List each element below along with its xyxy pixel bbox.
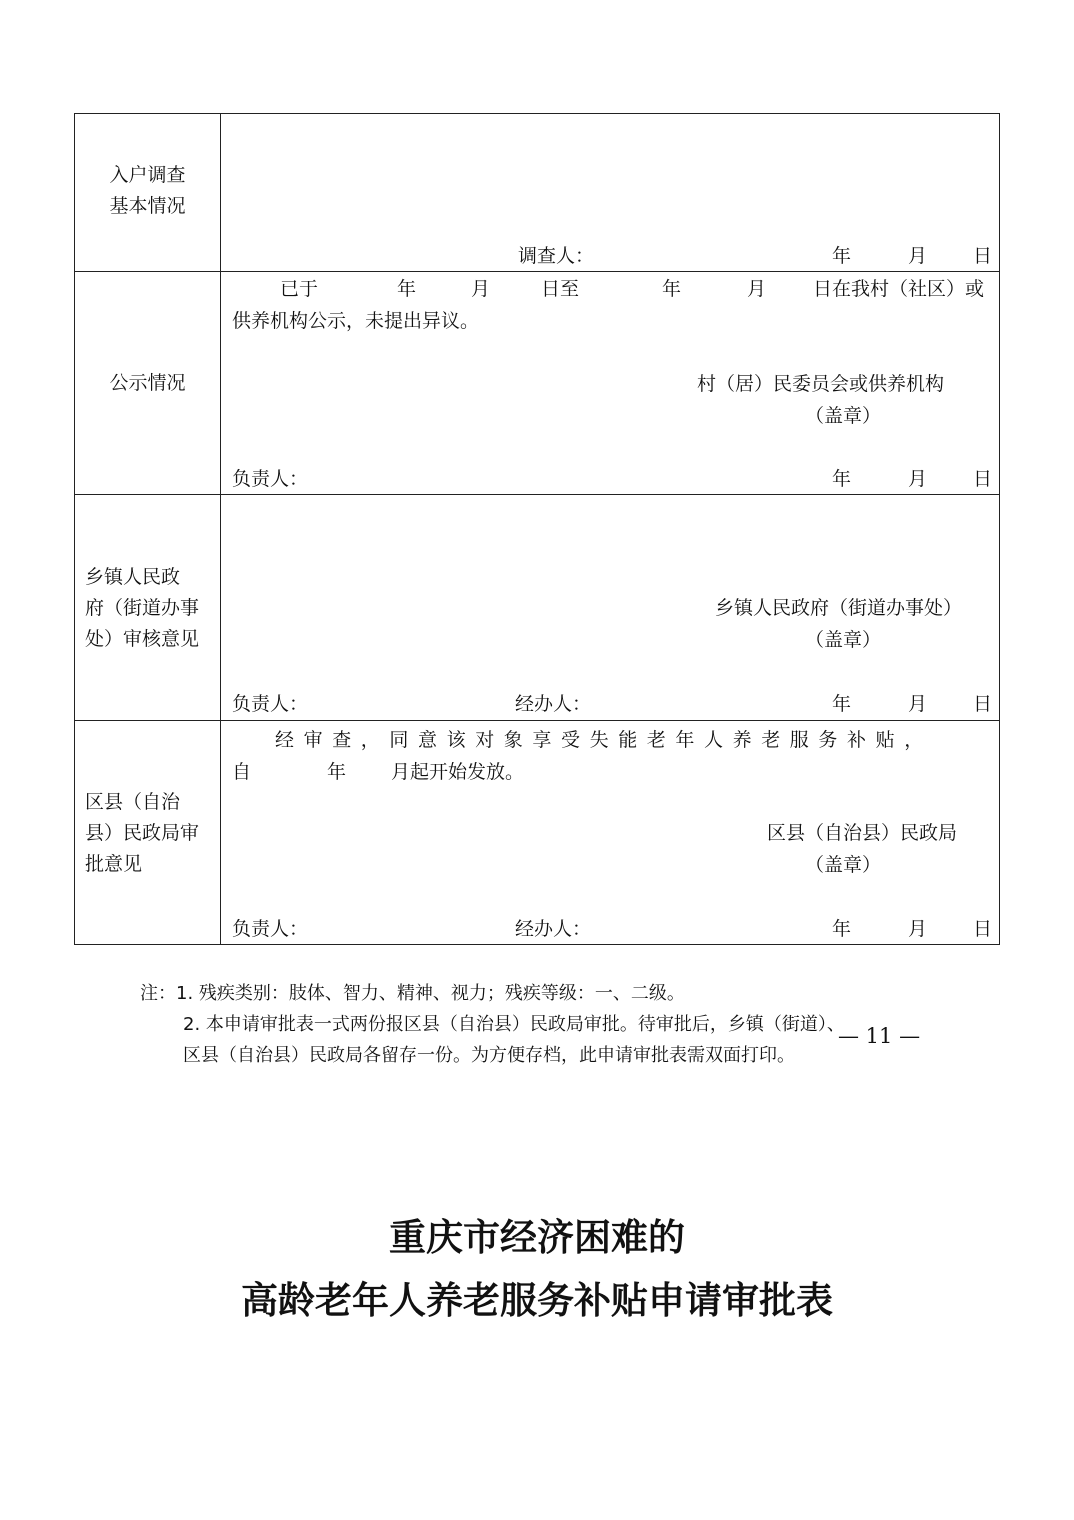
survey-month: 月 [908,245,928,267]
survey-row-label: 入户调查 基本情况 [109,164,186,217]
publicity-row-label: 公示情况 [109,372,186,394]
publicity-year-2: 年 [662,278,682,300]
publicity-org: 村（居）民委员会或供养机构 [697,373,945,395]
survey-year: 年 [832,245,852,267]
district-handler-label: 经办人： [515,918,592,940]
row-divider [75,494,999,495]
district-start-year: 年 [327,761,347,783]
district-year: 年 [832,918,852,940]
publicity-year: 年 [832,468,852,490]
row-divider [75,720,999,721]
district-month: 月 [908,918,928,940]
township-month: 月 [908,693,928,715]
district-day: 日 [973,918,993,940]
document-title-line-2: 高龄老年人养老服务补贴申请审批表 [241,1278,833,1322]
publicity-tail: 日在我村（社区）或 [813,278,985,300]
district-org: 区县（自治县）民政局 [767,822,958,844]
township-org: 乡镇人民政府（街道办事处） [715,597,963,619]
publicity-yu: 已于 [280,278,319,300]
district-head-label: 负责人： [232,918,309,940]
investigator-label: 调查人： [518,245,595,267]
district-zi: 自 [232,761,252,783]
township-head-label: 负责人： [232,693,309,715]
district-start-text: 月起开始发放。 [391,761,525,783]
publicity-month-2: 月 [747,278,767,300]
township-year: 年 [832,693,852,715]
column-divider [220,114,221,944]
township-row-label: 乡镇人民政 府（街道办事 处）审核意见 [85,566,200,650]
approval-form-table [74,113,1000,945]
publicity-month-1: 月 [471,278,491,300]
document-title-line-1: 重庆市经济困难的 [389,1215,685,1259]
row-divider [75,271,999,272]
publicity-seal: （盖章） [805,405,882,427]
page-number: — 11 — [838,1024,921,1048]
publicity-head-label: 负责人： [232,468,309,490]
note-line-1: 注：1. 残疾类别：肢体、智力、精神、视力；残疾等级：一、二级。 [140,983,685,1004]
publicity-day-to: 日至 [541,278,580,300]
district-seal: （盖章） [805,854,882,876]
publicity-year-1: 年 [397,278,417,300]
township-seal: （盖章） [805,629,882,651]
note-line-2: 2. 本申请审批表一式两份报区县（自治县）民政局审批。待审批后，乡镇（街道）、 [183,1014,845,1035]
township-day: 日 [973,693,993,715]
district-row-label: 区县（自治 县）民政局审 批意见 [85,791,200,875]
publicity-line-2: 供养机构公示，未提出异议。 [232,310,480,332]
township-handler-label: 经办人： [515,693,592,715]
publicity-month: 月 [908,468,928,490]
survey-day: 日 [973,245,993,267]
note-line-3: 区县（自治县）民政局各留存一份。为方便存档，此申请审批表需双面打印。 [183,1045,795,1066]
publicity-day: 日 [973,468,993,490]
district-approval-text: 经审查，同意该对象享受失能老年人养老服务补贴， [275,729,933,751]
